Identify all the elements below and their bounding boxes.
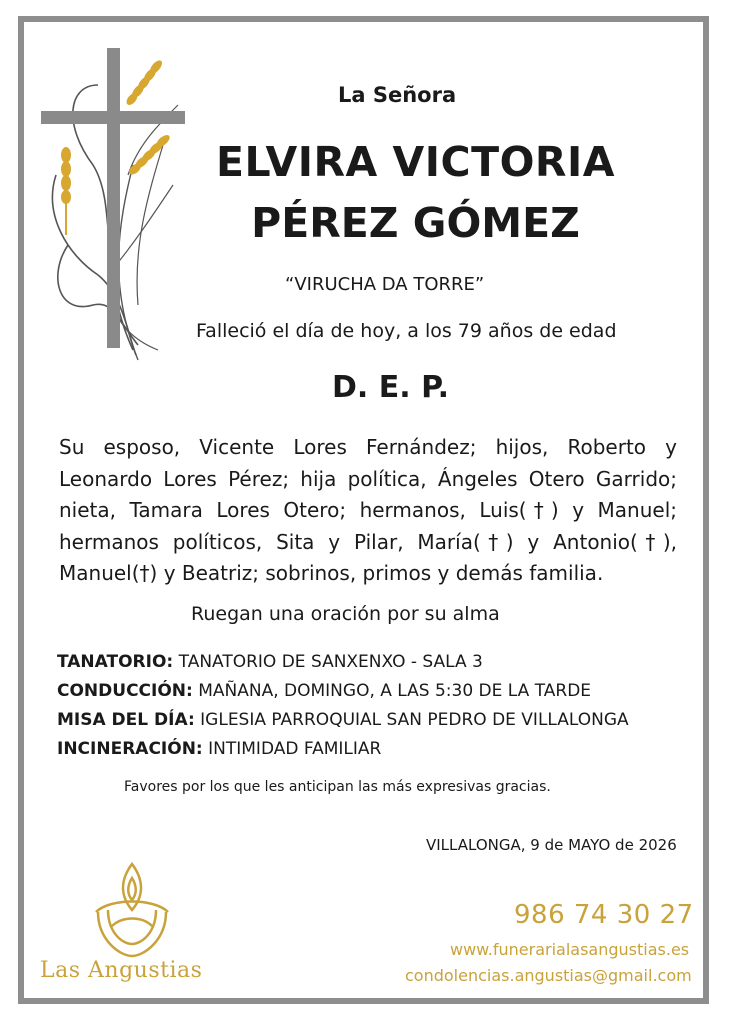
brand-name: Las Angustias xyxy=(40,958,203,983)
deceased-name-line1: ELVIRA VICTORIA xyxy=(215,138,615,186)
death-notice: Falleció el día de hoy, a los 79 años de edad xyxy=(196,320,617,342)
prayer-request: Ruegan una oración por su alma xyxy=(191,603,500,625)
email-link[interactable]: condolencias.angustias@gmail.com xyxy=(405,966,692,985)
intro-label: La Señora xyxy=(338,83,457,107)
detail-value: IGLESIA PARROQUIAL SAN PEDRO DE VILLALONGA xyxy=(200,710,629,730)
detail-value: TANATORIO DE SANXENXO - SALA 3 xyxy=(178,652,483,672)
service-details xyxy=(57,648,629,764)
detail-row-tanatorio xyxy=(57,648,629,677)
website-link[interactable]: www.funerarialasangustias.es xyxy=(450,940,690,959)
las-angustias-logo-icon xyxy=(90,860,174,960)
place-date: VILLALONGA, 9 de MAYO de 2026 xyxy=(426,836,677,854)
deceased-name-line2: PÉREZ GÓMEZ xyxy=(251,199,580,247)
contact-phone[interactable]: 986 74 30 27 xyxy=(514,900,694,930)
detail-label: INCINERACIÓN: xyxy=(57,739,203,759)
detail-value: MAÑANA, DOMINGO, A LAS 5:30 DE LA TARDE xyxy=(198,681,592,701)
thanks-note: Favores por los que les anticipan las más expresivas gracias. xyxy=(124,779,551,795)
detail-label: TANATORIO: xyxy=(57,652,174,672)
dep-label: D. E. P. xyxy=(332,370,449,405)
detail-label: CONDUCCIÓN: xyxy=(57,681,193,701)
detail-label: MISA DEL DÍA: xyxy=(57,710,195,730)
deceased-nickname: “VIRUCHA DA TORRE” xyxy=(285,274,485,295)
detail-value: INTIMIDAD FAMILIAR xyxy=(208,739,382,759)
detail-row-incineracion xyxy=(57,735,629,764)
detail-row-misa xyxy=(57,706,629,735)
detail-row-conduccion xyxy=(57,677,629,706)
family-paragraph: Su esposo, Vicente Lores Fernández; hijos, Roberto y Leonardo Lores Pérez; hija política, Ángeles Otero Garrido; nieta, Tamara Lores Otero; hermanos, Luis(†) y Manuel; hermanos políticos, Sita y Pilar, María(†) y Antonio(†), Manuel(†) y Beatriz; sobrinos, primos y demás familia. xyxy=(59,435,677,585)
